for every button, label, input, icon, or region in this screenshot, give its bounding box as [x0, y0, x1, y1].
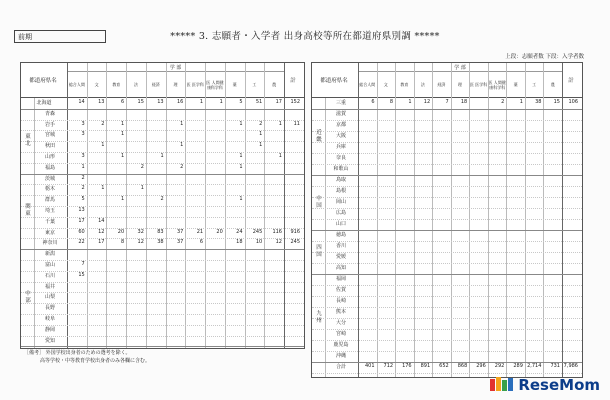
data-cell: 116 — [272, 228, 282, 235]
header-group-label: 学 部 — [358, 64, 562, 72]
logo-mark-icon — [490, 376, 516, 394]
data-cell: 7,986 — [563, 363, 578, 369]
header-column: 法 — [420, 82, 425, 88]
data-cell: 37 — [176, 228, 184, 235]
data-cell: 5 — [81, 196, 85, 203]
pref-name: 徳島 — [335, 232, 346, 238]
region-char: 国 — [316, 252, 322, 258]
data-cell: 1 — [239, 153, 243, 159]
pref-name: 山梨 — [44, 294, 55, 301]
pref-name: 三重 — [335, 100, 346, 106]
data-cell: 20 — [117, 228, 125, 235]
data-cell: 22 — [78, 239, 85, 246]
region-char: 国 — [316, 202, 322, 209]
pref-name: 群馬 — [44, 197, 55, 204]
region-label — [23, 249, 33, 346]
pref-name: 香川 — [335, 243, 346, 249]
pref-name: 滋賀 — [335, 111, 346, 117]
data-cell: 2 — [140, 163, 144, 170]
pref-name: 新潟 — [44, 251, 55, 258]
pref-name: 石川 — [44, 272, 55, 279]
pref-name: 福岡 — [335, 276, 346, 282]
pref-name: 北海道 — [36, 100, 52, 106]
region-char: 畿 — [316, 136, 322, 143]
region-label — [314, 230, 324, 274]
pref-name: 富山 — [44, 262, 55, 268]
pref-name: 兵庫 — [335, 144, 346, 150]
data-cell: 13 — [78, 207, 85, 213]
data-cell: 3 — [81, 120, 85, 127]
data-cell: 916 — [290, 228, 300, 235]
data-cell: 401 — [364, 363, 375, 369]
header-column: 総合人間 — [359, 82, 376, 88]
header-group-label: 学 部 — [67, 64, 284, 72]
logo-text: ReseMom — [518, 376, 600, 394]
table-body — [21, 98, 304, 348]
data-cell: 1 — [120, 131, 125, 138]
data-cell: 14 — [78, 99, 85, 105]
region-label — [314, 274, 324, 362]
data-cell: 1 — [160, 153, 164, 159]
pref-name: 佐賀 — [335, 287, 346, 293]
table-header — [21, 63, 304, 98]
pref-name: 愛媛 — [335, 254, 346, 260]
data-cell: 2 — [160, 196, 164, 203]
pref-name: 埼玉 — [44, 208, 55, 214]
region-char: 州 — [316, 318, 322, 324]
pref-name: 岐阜 — [44, 316, 55, 322]
data-cell: 10 — [255, 239, 263, 246]
data-cell: 1 — [278, 120, 282, 127]
header-total-label: 計 — [290, 78, 296, 84]
data-cell: 37 — [176, 239, 184, 246]
header-pref-label: 都道府県名 — [29, 78, 57, 84]
data-cell: 1 — [180, 120, 184, 127]
data-cell: 1 — [199, 99, 204, 105]
header-column: 農 — [550, 82, 555, 88]
pref-name: 宮崎 — [335, 331, 346, 337]
pref-name: 山形 — [44, 154, 55, 160]
note-line: 高等学校・中等教育学校出身者のみ各欄に含む。 — [40, 358, 151, 364]
pref-name: 大阪 — [335, 133, 346, 139]
pref-name: 京都 — [335, 122, 346, 128]
pref-name: 宮城 — [44, 132, 55, 139]
region-char: 北 — [25, 141, 31, 148]
data-cell: 5 — [239, 99, 243, 105]
pref-name: 千葉 — [44, 218, 55, 225]
data-cell: 12 — [137, 239, 144, 246]
right-table — [311, 62, 583, 378]
data-cell: 18 — [236, 239, 243, 246]
pref-name: 福島 — [44, 164, 55, 171]
header-column: 農 — [272, 82, 277, 88]
data-cell: 20 — [216, 228, 223, 235]
data-cell: 245 — [252, 228, 263, 235]
header-column: 法 — [134, 82, 139, 88]
pref-name: 東京 — [44, 229, 55, 236]
data-cell: 6 — [371, 99, 375, 105]
header-column: 文 — [383, 82, 388, 88]
data-cell: 6 — [199, 239, 204, 246]
pref-name: 広島 — [335, 210, 346, 216]
data-cell: 2 — [501, 99, 505, 105]
header-column: 工 — [532, 82, 537, 88]
data-cell: 6 — [120, 99, 125, 105]
data-cell: 245 — [290, 239, 300, 246]
header-column: 工 — [252, 82, 257, 88]
table-row — [21, 336, 304, 348]
data-cell: 15 — [553, 99, 560, 105]
data-cell: 1 — [120, 120, 125, 127]
data-cell: 14 — [98, 217, 105, 224]
data-cell: 1 — [239, 163, 243, 170]
data-cell: 8 — [120, 239, 125, 246]
data-cell: 652 — [439, 363, 449, 369]
data-cell: 1 — [519, 99, 523, 105]
header-column: 教育 — [112, 82, 121, 88]
data-cell: 1 — [81, 163, 85, 170]
region-char: 九 — [316, 311, 322, 317]
header-column: 理 — [173, 82, 178, 88]
data-cell: 731 — [550, 363, 560, 369]
pref-name: 奈良 — [335, 155, 346, 161]
pref-name: 長野 — [44, 305, 55, 312]
header-total-label: 計 — [568, 78, 574, 84]
header-column: 教育 — [400, 82, 409, 88]
data-cell: 106 — [568, 99, 578, 105]
pref-name: 栃木 — [44, 186, 55, 193]
data-cell: 1 — [259, 131, 263, 138]
data-cell: 891 — [420, 363, 431, 369]
data-cell: 1 — [120, 153, 125, 159]
data-cell: 176 — [402, 363, 412, 369]
data-cell: 7 — [445, 99, 449, 105]
pref-name: 青森 — [44, 110, 55, 117]
data-cell: 2 — [81, 174, 85, 181]
header-pref-label: 都道府県名 — [320, 78, 348, 84]
pref-name: 合計 — [335, 364, 346, 370]
region-char: 部 — [25, 297, 31, 304]
pref-name: 沖縄 — [335, 353, 346, 359]
header-column: 薬 — [513, 82, 518, 88]
data-cell: 12 — [98, 228, 105, 235]
legend-note: 上段：志願者数 下段：入学者数 — [505, 54, 584, 60]
data-cell: 13 — [157, 99, 164, 105]
data-cell: 868 — [457, 363, 468, 369]
page-title: ***** 3. 志願者・入学者 出身高校等所在都道府県別調 ***** — [170, 31, 440, 42]
table-header — [312, 63, 582, 98]
data-cell: 12 — [275, 239, 282, 246]
region-label — [314, 98, 324, 175]
header-column: 医 人間健康科学科 — [488, 80, 506, 90]
pref-name: 愛知 — [44, 337, 55, 344]
data-cell: 2 — [101, 120, 105, 127]
data-cell: 3 — [81, 153, 85, 159]
region-char: 近 — [316, 129, 322, 136]
data-cell: 16 — [176, 99, 184, 105]
data-cell: 38 — [535, 99, 542, 105]
data-cell: 2,714 — [527, 363, 542, 369]
data-cell: 11 — [293, 120, 300, 127]
header-column: 医 医学科 — [469, 82, 488, 88]
data-cell: 17 — [275, 99, 282, 105]
pref-name: 熊本 — [335, 309, 346, 315]
data-cell: 17 — [98, 239, 105, 246]
region-char: 中 — [25, 290, 31, 297]
pref-name: 福井 — [44, 283, 55, 290]
pref-name: 大分 — [335, 320, 346, 326]
header-column: 経済 — [437, 82, 446, 88]
data-cell: 7 — [81, 261, 85, 267]
data-cell: 18 — [460, 99, 468, 105]
pref-name: 静岡 — [44, 326, 55, 333]
data-cell: 32 — [137, 228, 144, 235]
region-char: 中 — [316, 195, 322, 202]
data-cell: 15 — [137, 99, 144, 105]
table-row — [312, 362, 582, 374]
pref-name: 高知 — [335, 265, 346, 271]
data-cell: 24 — [236, 228, 243, 235]
data-cell: 296 — [476, 363, 486, 369]
header-column: 理 — [457, 82, 462, 88]
data-cell: 13 — [98, 99, 105, 105]
data-cell: 152 — [290, 99, 300, 105]
pref-name: 岩手 — [44, 121, 55, 128]
pref-name: 山口 — [335, 221, 346, 227]
pref-name: 島根 — [335, 188, 346, 194]
header-column: 医 人間健康科学科 — [206, 80, 224, 90]
region-char: 東 — [25, 134, 31, 141]
header-column: 薬 — [232, 82, 237, 88]
data-cell: 12 — [423, 99, 431, 105]
data-cell: 1 — [140, 185, 144, 192]
region-label — [23, 109, 33, 174]
pref-name: 長崎 — [335, 298, 346, 304]
notes — [24, 349, 150, 365]
session-tag: 前期 — [14, 30, 106, 43]
data-cell: 15 — [78, 271, 85, 278]
pref-name: 神奈川 — [42, 240, 58, 247]
data-cell: 1 — [101, 185, 105, 192]
data-cell: 2 — [81, 185, 85, 192]
resemom-logo — [490, 376, 600, 394]
pref-name: 岡山 — [335, 199, 346, 205]
data-cell: 2 — [259, 120, 263, 127]
data-cell: 1 — [180, 142, 184, 149]
data-cell: 1 — [259, 142, 263, 149]
data-cell: 1 — [120, 196, 125, 203]
header-column: 医 医学科 — [186, 82, 204, 88]
data-cell: 38 — [157, 239, 164, 246]
region-char: 四 — [316, 245, 322, 251]
data-cell: 83 — [157, 228, 164, 235]
data-cell: 17 — [78, 217, 85, 224]
note-line: ［備考］ 外国学校出身者のための選考を除く。 — [24, 350, 131, 356]
data-cell: 3 — [81, 131, 85, 138]
pref-name: 茨城 — [44, 175, 55, 182]
data-cell: 289 — [513, 363, 523, 369]
header-column: 総合人間 — [68, 82, 85, 88]
data-cell: 1 — [408, 99, 412, 105]
pref-name: 鳥取 — [335, 177, 346, 183]
data-cell: 1 — [278, 153, 282, 159]
pref-name: 鹿児島 — [333, 342, 349, 348]
left-table — [20, 62, 305, 349]
pref-name: 和歌山 — [333, 166, 349, 172]
data-cell: 60 — [78, 228, 85, 235]
header-column: 経済 — [151, 82, 160, 88]
data-cell: 712 — [383, 363, 394, 369]
header-column: 文 — [94, 82, 99, 88]
data-cell: 2 — [180, 163, 184, 170]
pref-name: 秋田 — [44, 143, 55, 150]
data-cell: 1 — [219, 99, 223, 105]
region-char: 関 — [25, 204, 31, 211]
data-cell: 292 — [494, 363, 505, 369]
data-cell: 51 — [255, 99, 263, 105]
region-label — [314, 175, 324, 230]
region-label — [23, 174, 33, 250]
data-cell: 21 — [196, 228, 204, 235]
data-cell: 1 — [101, 142, 105, 149]
data-cell: 8 — [389, 99, 394, 105]
table-body — [312, 98, 582, 377]
region-char: 東 — [25, 211, 31, 218]
data-cell: 1 — [239, 196, 243, 203]
data-cell: 1 — [239, 120, 243, 127]
